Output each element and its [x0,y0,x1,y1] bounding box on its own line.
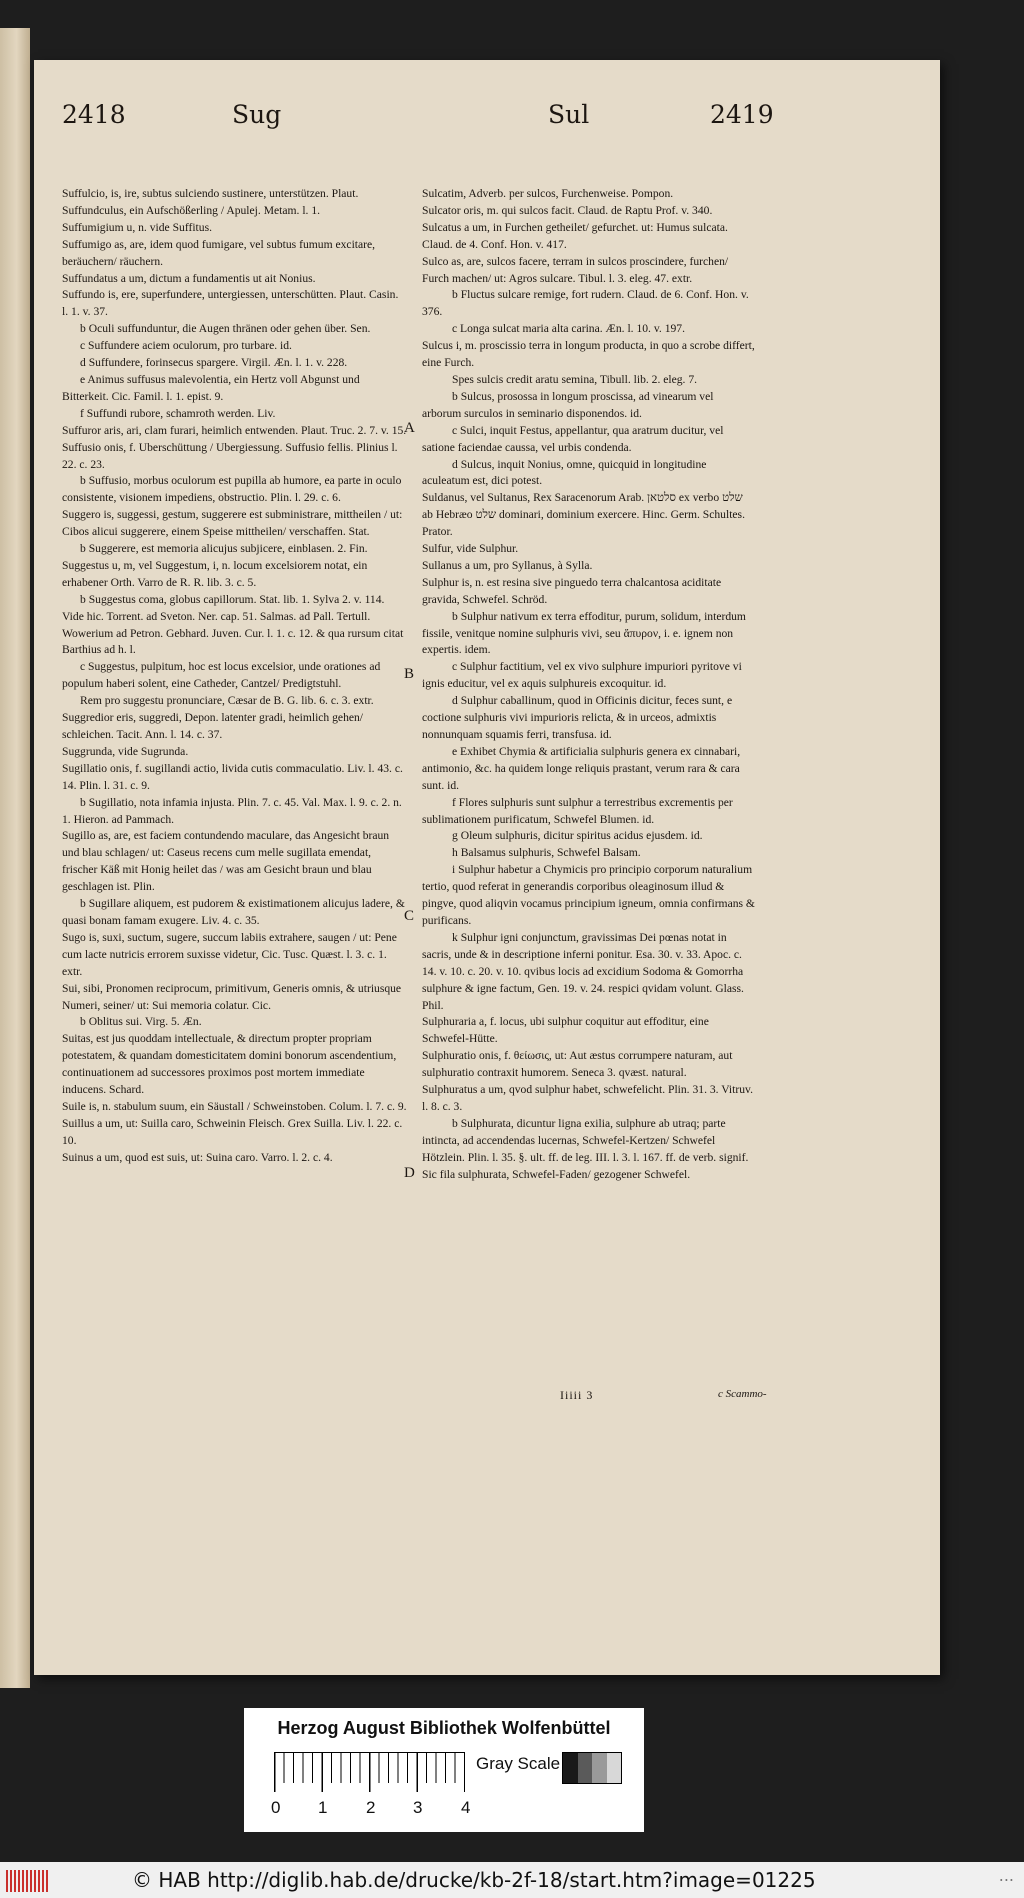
entry-line: e Exhibet Chymia & artificialia sulphuris genera ex cinnabari, antimonio, &c. ha quidem longe reliquis prastant, verum rara & cara sunt. id. [422,744,741,792]
entry-line: Sulfur, vide Sulphur. [422,542,519,556]
entry-line: e Animus suffusus malevolentia, ein Hertz voll Abgunst und Bitterkeit. Cic. Famil. l. 1. epist. 9. [62,372,360,403]
entry-line: d Suffundere, forinsecus spargere. Virgil. Æn. l. 1. v. 228. [80,356,348,370]
margin-letter-b: B [404,666,415,682]
margin-letter-d: D [404,1165,415,1181]
entry-line: b Sugillatio, nota infamia injusta. Plin. 7. c. 45. Val. Max. l. 9. c. 2. n. 1. Hieron. ad Pammach. [62,795,402,826]
entry-line: b Suggestus coma, globus capillorum. Stat. lib. 1. Sylva 2. v. 114. Vide hic. Torrent. ad Sveton. Ner. cap. 51. Salmas. ad Pall. Tertull. Wowerium ad Petron. Gebhard. Juven. Cur. l. 1. c. 12. & qua rursum citat Barthius ad h. l. [62,592,404,657]
entry-line: Sulphuratio onis, f. θείωσις, ut: Aut æstus corrumpere naturam, aut sulphuratio contraxit humorem. Seneca 3. qvæst. natural. [422,1049,733,1080]
gray-scale-swatch [562,1752,622,1784]
entry-line: Sui, sibi, Pronomen reciprocum, primitivum, Generis omnis, & utriusque Numeri, seiner/ ut: Sui memoria colatur. Cic. [62,981,402,1012]
library-name: Herzog August Bibliothek Wolfenbüttel [277,1718,611,1738]
signature-mark: Iiiii 3 [560,1388,594,1402]
gray-scale-card [244,1708,644,1832]
entry-line: c Suggestus, pulpitum, hoc est locus excelsior, unde orationes ad populum haberi solent, eine Catheder, Cantzel/ Predigtstuhl. [62,660,381,691]
gray-scale-label: Gray Scale [476,1754,561,1773]
entry-line: Sulcator oris, m. qui sulcos facit. Claud. de Raptu Prof. v. 340. [422,203,713,217]
entry-line: Sulphuraria a, f. locus, ubi sulphur coquitur aut effoditur, eine Schwefel-Hütte. [422,1015,709,1046]
entry-line: Suffundatus a um, dictum a fundamentis ut ait Nonius. [62,271,316,285]
entry-line: b Sulphur nativum ex terra effoditur, purum, solidum, interdum fissile, venitque nomine sulphuris vivi, seu ἄπυρον, i. e. ignem non expertis. idem. [422,609,746,657]
ruler-number: 4 [461,1798,471,1817]
entry-line: b Sulphurata, dicuntur ligna exilia, sulphure ab utraq; parte intincta, ad accendendas lucernas, Schwefel-Kertzen/ Schwefel Hötzlein. Plin. l. 35. §. ult. ff. de leg. III. l. 3. l. 167. ff. de verb. signif. Sic fila sulphurata, Schwefel-Faden/ gezogener Schwefel. [422,1116,749,1181]
entry-line: Sulcatus a um, in Furchen getheilet/ gefurchet. ut: Humus sulcata. Claud. de 4. Conf. Hon. v. 417. [422,220,728,251]
entry-line: Suile is, n. stabulum suum, ein Säustall / Schweinstoben. Colum. l. 7. c. 9. [62,1099,407,1113]
entry-line: c Longa sulcat maria alta carina. Æn. l. 10. v. 197. [452,322,685,336]
entry-line: Suitas, est jus quoddam intellectuale, & directum propter propriam potestatem, & quandam domesticitatem domini bonorum ascendentium, continuationem ad successores proximos post mortem immediate inducens. Schard. [62,1032,397,1097]
ruler-major-ticks [274,1752,465,1792]
entry-line: Suggrunda, vide Sugrunda. [62,744,189,758]
source-citation: © HAB http://diglib.hab.de/drucke/kb-2f-18/start.htm?image=01225 [132,1868,816,1892]
entry-line: Sulcatim, Adverb. per sulcos, Furchenweise. Pompon. [422,187,674,200]
entry-line: d Sulcus, inquit Nonius, omne, quicquid in longitudine aculeatum est, dici potest. [422,457,707,488]
left-column [62,186,407,1167]
entry-line: Sulcus i, m. proscissio terra in longum producta, in quo a scrobe differt, eine Furch. [422,339,755,370]
entry-line: Suggero is, suggessi, gestum, suggerere est subministrare, mittheilen / ut: Cibos alicui suggerere, einem Speise mittheilen/ verschaffen. Stat. [62,508,403,539]
viewer-footer [0,1862,1024,1898]
catchword: c Scammo- [718,1388,767,1400]
margin-letter-c: C [404,908,415,924]
right-running-header: Sul [548,100,590,129]
entry-line: b Suffusio, morbus oculorum est pupilla ab humore, ea parte in oculo consistente, visionem impediens, obstructio. Plin. l. 29. c. 6. [62,474,402,505]
entry-line: Sugillo as, are, est faciem contundendo maculare, das Angesicht braun und blau schlagen/ ut: Caseus recens cum melle sugillata emendat, frischer Käß mit Honig heilet das / was am Gesicht braun und blau geschlagen ist. Plin. [62,829,390,894]
entry-line: b Oculi suffunduntur, die Augen thränen oder gehen über. Sen. [80,322,371,336]
entry-line: Spes sulcis credit aratu semina, Tibull. lib. 2. eleg. 7. [452,372,698,386]
left-running-header: Sug [232,100,282,129]
entry-line: Suggestus u, m, vel Suggestum, i, n. locum excelsiorem notat, ein erhabener Orth. Varro de R. R. lib. 3. c. 5. [62,558,368,589]
entry-line: c Sulphur factitium, vel ex vivo sulphure impuriori pyritove vi ignis educitur, vel ex aquis sulphureis excoquitur. id. [422,660,742,691]
entry-line: Suffundculus, ein Aufschößerling / Apulej. Metam. l. 1. [62,203,321,217]
entry-line: f Suffundi rubore, schamroth werden. Liv. [80,406,276,420]
entry-line: Suffuror aris, ari, clam furari, heimlich entwenden. Plaut. Truc. 2. 7. v. 15. [62,423,407,437]
entry-line: b Sulcus, prosossa in longum proscissa, ad vinearum vel arborum surculos in seminario disponendos. id. [422,389,714,420]
ruler-number: 3 [413,1798,423,1817]
gray-patch [578,1753,593,1783]
entry-line: Sulphuratus a um, qvod sulphur habet, schwefelicht. Plin. 31. 3. Vitruv. l. 8. c. 3. [422,1083,753,1113]
previous-page-edge [0,28,30,1688]
entry-line: h Balsamus sulphuris, Schwefel Balsam. [452,846,641,860]
more-options-icon[interactable]: ... [998,1866,1014,1885]
margin-letter-a: A [404,420,415,436]
entry-line: Suinus a um, quod est suis, ut: Suina caro. Varro. l. 2. c. 4. [62,1150,333,1164]
barcode-icon [6,1870,50,1892]
entry-line: c Suffundere aciem oculorum, pro turbare. id. [80,339,292,353]
entry-line: Sulco as, are, sulcos facere, terram in sulcos proscindere, furchen/ Furch machen/ ut: Agros sulcare. Tibul. l. 3. eleg. 47. extr. [422,254,729,285]
entry-line: k Sulphur igni conjunctum, gravissimas Dei pœnas notat in sacris, unde & in descriptione inferni ponitur. Esa. 30. v. 33. Apoc. c. 14. v. 10. c. 20. v. 10. qvibus locis ad excidium Sodoma & Gomorrha sulphure & igne factum, Gen. 19. v. 24. respici qvidam volunt. Glass. Phil. [422,930,744,1012]
left-page-number: 2418 [62,100,126,129]
entry-line: Suillus a um, ut: Suilla caro, Schweinin Fleisch. Grex Suilla. Liv. l. 22. c. 10. [62,1116,403,1147]
gray-patch [563,1753,578,1783]
right-page-number: 2419 [710,100,774,129]
entry-line: Sulphur is, n. est resina sive pinguedo terra chalcantosa aciditate gravida, Schwefel. Schröd. [422,575,722,606]
gray-patch [592,1753,607,1783]
entry-line: Suffusio onis, f. Uberschüttung / Ubergiessung. Suffusio fellis. Plinius l. 22. c. 23. [62,440,398,471]
ruler-number: 2 [366,1798,376,1817]
entry-line: Sugo is, suxi, suctum, sugere, succum labiis extrahere, saugen / ut: Pene cum lacte nutricis errorem suxisse videtur, Cic. Tusc. Quæst. l. 3. c. 1. extr. [62,930,397,978]
entry-line: Suffumigo as, are, idem quod fumigare, vel subtus fumum excitare, beräuchern/ räuchern. [62,237,376,268]
entry-line: Rem pro suggestu pronunciare, Cæsar de B. G. lib. 6. c. 3. extr. [80,694,374,708]
entry-line: d Sulphur caballinum, quod in Officinis dicitur, feces sunt, e coctione sulphuris vivi impurioris relicta, & in urceos, admixtis nonnunquam squamis ferri, transfusa. id. [422,694,733,741]
entry-line: b Suggerere, est memoria alicujus subjicere, einblasen. 2. Fin. [80,542,368,556]
entry-line: c Sulci, inquit Festus, appellantur, qua aratrum ducitur, vel satione faciendae caussa, vel urbis condenda. [422,423,724,454]
ruler-number: 0 [271,1798,281,1817]
entry-line: Suldanus, vel Sultanus, Rex Saracenorum Arab. סלטאן ex verbo שלט ab Hebræo שלט dominari, dominium exercere. Hinc. Germ. Schultes. Prator. [422,491,745,539]
ruler-number: 1 [318,1798,328,1817]
entry-line: Suffulcio, is, ire, subtus sulciendo sustinere, unterstützen. Plaut. [62,187,359,200]
entry-line: Suffundo is, ere, superfundere, untergiessen, unterschütten. Plaut. Casin. l. 1. v. 37. [62,288,399,319]
entry-line: b Fluctus sulcare remige, fort rudern. Claud. de 6. Conf. Hon. v. 376. [422,288,749,319]
entry-line: b Oblitus sui. Virg. 5. Æn. [80,1015,202,1029]
entry-line: i Sulphur habetur a Chymicis pro principio corporum naturalium tertio, quod referat in generandis corporibus oleaginosum illud & pingve, quod aliqvin vocamus principium igneum, omnia confirmans & purificans. [422,863,755,927]
entry-line: Suffumigium u, n. vide Suffitus. [62,220,212,234]
entry-line: Suggredior eris, suggredi, Depon. latenter gradi, heimlich gehen/ schleichen. Tacit. Ann. l. 14. c. 37. [62,711,364,741]
gray-patch [607,1753,622,1783]
entry-line: Sullanus a um, pro Syllanus, à Sylla. [422,558,593,572]
entry-line: b Sugillare aliquem, est pudorem & existimationem alicujus ladere, & quasi bonam famam exugere. Liv. 4. c. 35. [62,897,405,927]
entry-line: g Oleum sulphuris, dicitur spiritus acidus ejusdem. id. [452,829,703,843]
entry-line: Sugillatio onis, f. sugillandi actio, livida cutis commaculatio. Liv. l. 43. c. 14. Plin. l. 31. c. 9. [62,761,403,792]
entry-line: f Flores sulphuris sunt sulphur a terrestribus excrementis per sublimationem purificatum, Schwefel Blumen. id. [422,795,733,826]
right-column [422,186,755,1183]
